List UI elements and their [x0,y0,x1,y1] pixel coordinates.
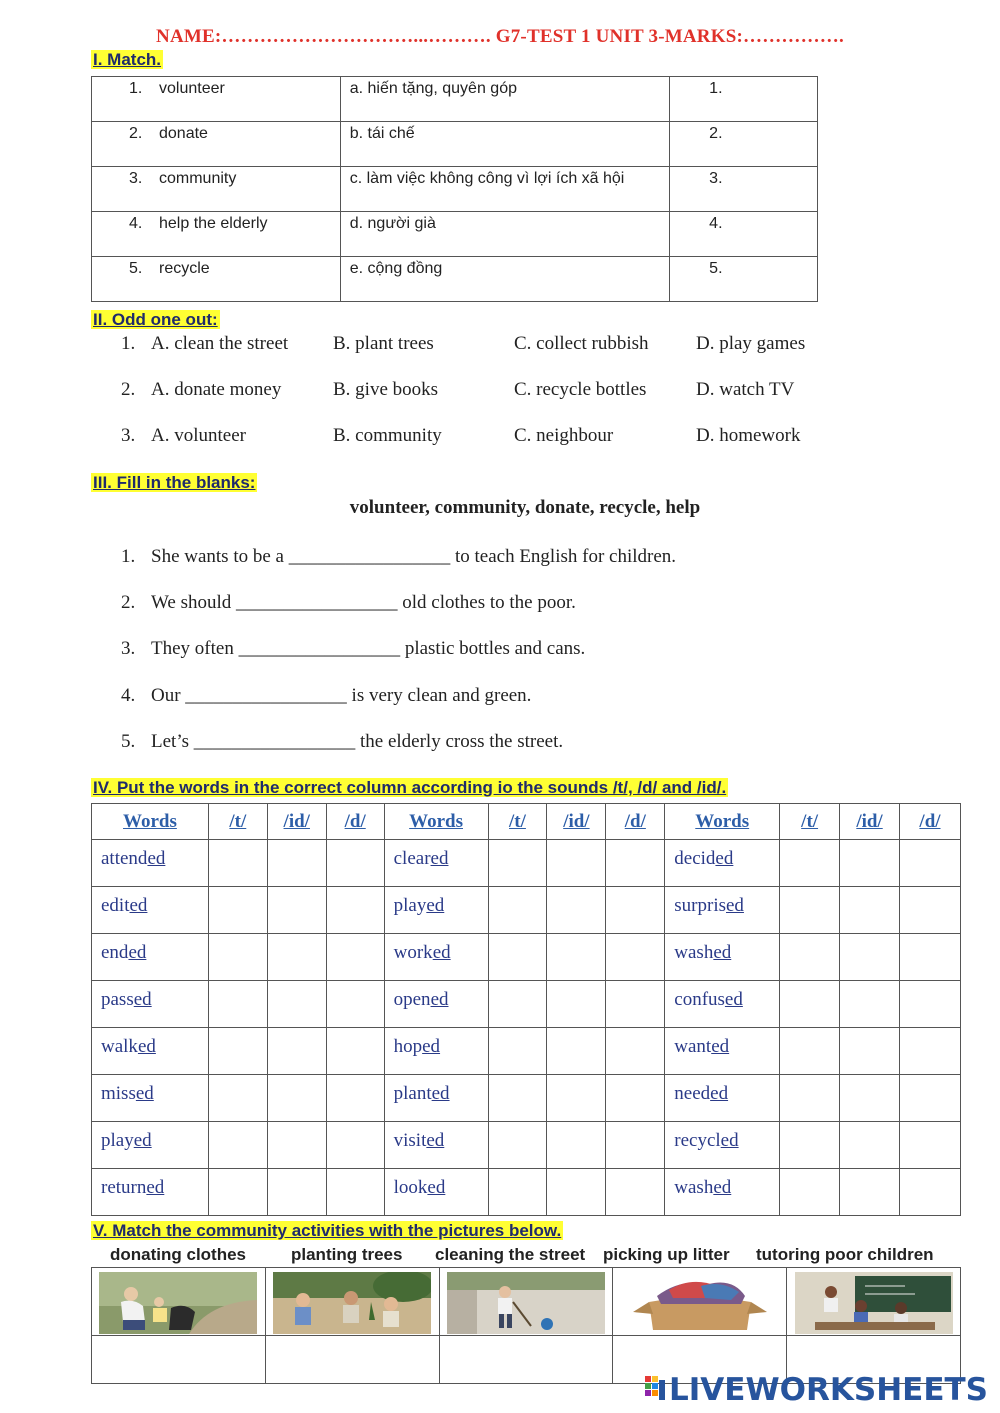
word-stem: want [674,1036,712,1057]
match-word: recycle [159,260,210,277]
word-stem: pass [101,989,134,1010]
match-row [92,122,818,167]
match-row [92,167,818,212]
sound-t-checkbox-cell[interactable] [780,1122,840,1169]
q2-option-d[interactable]: D. watch TV [696,379,795,400]
sound-row [92,887,961,934]
sound-id-checkbox-cell[interactable] [840,1075,900,1122]
col-d-3: /d/ [899,804,960,840]
sound-t-checkbox-cell[interactable] [208,1169,267,1216]
picture-cell-3 [439,1268,613,1336]
word-cell [92,1169,209,1216]
worksheet-header: NAME:…………………………...………. G7-TEST 1 UNIT 3-MARKS:……………. [156,26,844,47]
picture-cell-1 [92,1268,266,1336]
word-ending: ed [129,895,148,916]
sound-id-checkbox-cell[interactable] [267,1075,326,1122]
match-answer-cell[interactable]: 1. [670,77,818,122]
sound-row [92,1122,961,1169]
sound-d-checkbox-cell[interactable] [326,840,384,887]
sound-id-checkbox-cell[interactable] [267,1169,326,1216]
sound-row [92,1028,961,1075]
sound-t-checkbox-cell[interactable] [488,1122,547,1169]
activity-label-2: planting trees [291,1245,403,1264]
word-stem: need [674,1083,711,1104]
fill-sentence-2[interactable]: 2. We should _________________ old clothes to the poor. [121,592,576,613]
word-cell [384,887,488,934]
q3-option-a[interactable]: A. volunteer [151,425,246,446]
sound-d-checkbox-cell[interactable] [326,934,384,981]
sound-t-checkbox-cell[interactable] [488,934,547,981]
word-ending: ed [432,942,451,963]
word-ending: ed [422,1036,441,1057]
sound-d-checkbox-cell[interactable] [326,1122,384,1169]
q1-option-a[interactable]: A. clean the street [151,333,289,354]
word-cell [92,1075,209,1122]
section-5-title: V. Match the community activities with the pictures below. [93,1221,562,1240]
sound-t-checkbox-cell[interactable] [208,1028,267,1075]
sound-id-checkbox-cell[interactable] [547,1169,606,1216]
col-d-1: /d/ [326,804,384,840]
word-stem: return [101,1177,147,1198]
answer-cell-3[interactable] [439,1336,613,1384]
match-word: volunteer [159,80,225,97]
q3-option-b[interactable]: B. community [333,425,442,446]
word-ending: ed [426,1130,445,1151]
word-stem: miss [101,1083,136,1104]
sound-d-checkbox-cell[interactable] [606,934,665,981]
word-ending: ed [713,1177,732,1198]
word-ending: ed [133,1130,152,1151]
sound-d-checkbox-cell[interactable] [606,887,665,934]
activity-label-3: cleaning the street [435,1245,586,1264]
word-cell [665,1169,780,1216]
word-cell [665,840,780,887]
word-ending: ed [135,1083,154,1104]
section-3-title: III. Fill in the blanks: [93,473,256,492]
match-word-number: 4. [129,215,143,232]
word-cell [665,981,780,1028]
q2-num: 2. [121,379,136,400]
sound-id-checkbox-cell[interactable] [267,981,326,1028]
sound-d-checkbox-cell[interactable] [326,1075,384,1122]
sound-t-checkbox-cell[interactable] [780,1075,840,1122]
sound-d-checkbox-cell[interactable] [899,981,960,1028]
word-ending: ed [430,848,449,869]
q2-option-b[interactable]: B. give books [333,379,439,400]
sound-d-checkbox-cell[interactable] [899,1075,960,1122]
sound-d-checkbox-cell[interactable] [899,887,960,934]
sound-d-checkbox-cell[interactable] [899,1028,960,1075]
word-ending: ed [715,848,734,869]
sound-t-checkbox-cell[interactable] [780,840,840,887]
picture-cell-5 [787,1268,961,1336]
sound-id-checkbox-cell[interactable] [840,1028,900,1075]
picture-cell-2 [265,1268,439,1336]
sound-t-checkbox-cell[interactable] [488,981,547,1028]
sound-d-checkbox-cell[interactable] [606,1028,665,1075]
sound-t-checkbox-cell[interactable] [488,1169,547,1216]
sound-id-checkbox-cell[interactable] [267,1028,326,1075]
match-word: community [159,170,237,187]
word-stem: walk [101,1036,138,1057]
picking-litter-picture [99,1272,257,1334]
match-word: donate [159,125,208,142]
sound-id-checkbox-cell[interactable] [840,1122,900,1169]
match-table [91,76,818,302]
match-word: help the elderly [159,215,268,232]
word-cell [384,934,488,981]
fill-sentence-4[interactable]: 4. Our _________________ is very clean and green. [121,685,532,706]
word-stem: play [393,895,427,916]
sound-id-checkbox-cell[interactable] [267,887,326,934]
sound-t-checkbox-cell[interactable] [780,887,840,934]
match-meaning: d. người già [340,212,669,257]
word-stem: recycl [674,1130,721,1151]
answer-cell-2[interactable] [265,1336,439,1384]
word-ending: ed [147,848,166,869]
fill-sentence-3[interactable]: 3. They often _________________ plastic bottles and cans. [121,638,586,659]
match-answer-cell[interactable]: 2. [670,122,818,167]
word-ending: ed [427,1177,446,1198]
sound-id-checkbox-cell[interactable] [547,1075,606,1122]
word-cell [665,1028,780,1075]
word-cell [92,981,209,1028]
activity-label-1: donating clothes [110,1245,246,1264]
sounds-table [91,803,961,1216]
sound-id-checkbox-cell[interactable] [840,934,900,981]
sound-d-checkbox-cell[interactable] [326,1169,384,1216]
donating-clothes-picture [621,1272,779,1334]
word-stem: clear [393,848,431,869]
fill-sentence-5[interactable]: 5. Let’s _________________ the elderly cross the street. [121,731,564,752]
sound-t-checkbox-cell[interactable] [488,1028,547,1075]
word-stem: plant [393,1083,432,1104]
word-ending: ed [137,1036,156,1057]
activity-label-5: tutoring poor children [756,1245,934,1264]
sound-t-checkbox-cell[interactable] [780,934,840,981]
sound-id-checkbox-cell[interactable] [840,887,900,934]
match-row [92,77,818,122]
logo-mark-icon [645,1374,667,1400]
sound-t-checkbox-cell[interactable] [780,1028,840,1075]
q3-option-d[interactable]: D. homework [696,425,801,446]
col-words-2: Words [384,804,488,840]
sound-id-checkbox-cell[interactable] [840,840,900,887]
word-stem: visit [393,1130,427,1151]
col-t-1: /t/ [208,804,267,840]
word-ending: ed [426,895,445,916]
sound-t-checkbox-cell[interactable] [488,887,547,934]
col-words-1: Words [92,804,209,840]
word-bank: volunteer, community, donate, recycle, help [349,497,701,518]
match-row [92,257,818,302]
sound-id-checkbox-cell[interactable] [840,981,900,1028]
match-word-number: 2. [129,125,143,142]
sound-t-checkbox-cell[interactable] [208,887,267,934]
word-ending: ed [133,989,152,1010]
planting-trees-picture [273,1272,431,1334]
word-cell [384,1169,488,1216]
section-4-title: IV. Put the words in the correct column according io the sounds /t/, /d/ and /id/. [93,778,727,797]
word-cell [384,1075,488,1122]
sound-id-checkbox-cell[interactable] [267,934,326,981]
word-stem: work [393,942,433,963]
q2-option-c[interactable]: C. recycle bottles [514,379,647,400]
sound-d-checkbox-cell[interactable] [606,1075,665,1122]
q3-num: 3. [121,425,136,446]
logo-text: LIVEWORKSHEETS [669,1372,988,1408]
sound-t-checkbox-cell[interactable] [208,840,267,887]
word-cell [665,1122,780,1169]
tutoring-children-picture [795,1272,953,1334]
word-ending: ed [711,1036,730,1057]
word-ending: ed [724,989,743,1010]
col-d-2: /d/ [606,804,665,840]
sound-t-checkbox-cell[interactable] [488,1075,547,1122]
word-cell [92,887,209,934]
col-t-3: /t/ [780,804,840,840]
sound-id-checkbox-cell[interactable] [267,840,326,887]
word-cell [92,1122,209,1169]
answer-cell-1[interactable] [92,1336,266,1384]
match-row [92,212,818,257]
sound-d-checkbox-cell[interactable] [899,1122,960,1169]
sound-d-checkbox-cell[interactable] [606,981,665,1028]
sound-id-checkbox-cell[interactable] [547,840,606,887]
word-ending: ed [128,942,147,963]
word-cell [665,887,780,934]
word-stem: wash [674,942,714,963]
word-stem: look [393,1177,428,1198]
word-ending: ed [430,989,449,1010]
fill-sentence-1[interactable]: 1. She wants to be a _________________ to teach English for children. [121,546,677,567]
q1-num: 1. [121,333,136,354]
word-ending: ed [146,1177,165,1198]
word-cell [665,1075,780,1122]
col-id-1: /id/ [267,804,326,840]
match-word-number: 5. [129,260,143,277]
col-t-2: /t/ [488,804,547,840]
word-cell [384,1122,488,1169]
sound-t-checkbox-cell[interactable] [488,840,547,887]
sound-id-checkbox-cell[interactable] [267,1122,326,1169]
word-stem: confus [674,989,725,1010]
col-id-2: /id/ [547,804,606,840]
word-stem: edit [101,895,130,916]
sound-t-checkbox-cell[interactable] [208,934,267,981]
sound-id-checkbox-cell[interactable] [547,1122,606,1169]
match-word-cell [92,167,341,212]
match-meaning: e. cộng đồng [340,257,669,302]
sound-row [92,934,961,981]
word-stem: end [101,942,129,963]
word-stem: play [101,1130,134,1151]
sound-t-checkbox-cell[interactable] [208,1122,267,1169]
match-word-cell [92,257,341,302]
section-1-title: I. Match. [93,50,162,69]
word-ending: ed [431,1083,450,1104]
q3-option-c[interactable]: C. neighbour [514,425,614,446]
sound-t-checkbox-cell[interactable] [208,981,267,1028]
sound-d-checkbox-cell[interactable] [606,840,665,887]
match-answer-cell[interactable]: 3. [670,167,818,212]
match-word-cell [92,212,341,257]
sound-id-checkbox-cell[interactable] [840,1169,900,1216]
word-ending: ed [710,1083,729,1104]
word-stem: attend [101,848,148,869]
q1-option-b[interactable]: B. plant trees [333,333,434,354]
word-ending: ed [720,1130,739,1151]
match-word-cell [92,77,341,122]
sound-row [92,1075,961,1122]
word-stem: surpris [674,895,726,916]
sound-d-checkbox-cell[interactable] [326,1028,384,1075]
match-meaning: a. hiến tặng, quyên góp [340,77,669,122]
word-cell [92,840,209,887]
q1-option-c[interactable]: C. collect rubbish [514,333,649,354]
sound-d-checkbox-cell[interactable] [899,1169,960,1216]
sound-t-checkbox-cell[interactable] [780,981,840,1028]
match-answer-cell[interactable]: 5. [670,257,818,302]
word-cell [92,1028,209,1075]
word-cell [384,840,488,887]
sound-d-checkbox-cell[interactable] [899,840,960,887]
match-word-number: 3. [129,170,143,187]
sound-d-checkbox-cell[interactable] [606,1122,665,1169]
sound-d-checkbox-cell[interactable] [326,981,384,1028]
sound-t-checkbox-cell[interactable] [208,1075,267,1122]
word-cell [384,981,488,1028]
sound-id-checkbox-cell[interactable] [547,981,606,1028]
sound-row [92,840,961,887]
word-cell [384,1028,488,1075]
sound-id-checkbox-cell[interactable] [547,887,606,934]
section-2-title: II. Odd one out: [93,310,218,329]
q1-option-d[interactable]: D. play games [696,333,806,354]
sound-row [92,981,961,1028]
sound-d-checkbox-cell[interactable] [899,934,960,981]
sound-d-checkbox-cell[interactable] [326,887,384,934]
word-ending: ed [713,942,732,963]
cleaning-street-picture [447,1272,605,1334]
sound-id-checkbox-cell[interactable] [547,934,606,981]
picture-cell-4 [613,1268,787,1336]
match-word-number: 1. [129,80,143,97]
col-words-3: Words [665,804,780,840]
sound-t-checkbox-cell[interactable] [780,1169,840,1216]
liveworksheets-logo [645,1372,988,1408]
word-stem: open [393,989,431,1010]
sound-id-checkbox-cell[interactable] [547,1028,606,1075]
match-meaning: c. làm việc không công vì lợi ích xã hội [340,167,669,212]
sound-d-checkbox-cell[interactable] [606,1169,665,1216]
pictures-table [91,1267,961,1384]
col-id-3: /id/ [840,804,900,840]
word-cell [92,934,209,981]
match-meaning: b. tái chế [340,122,669,167]
sound-row [92,1169,961,1216]
word-ending: ed [726,895,744,916]
word-stem: decid [674,848,716,869]
activity-label-4: picking up litter [603,1245,730,1264]
q2-option-a[interactable]: A. donate money [151,379,282,400]
match-word-cell [92,122,341,167]
match-answer-cell[interactable]: 4. [670,212,818,257]
word-stem: hop [393,1036,423,1057]
word-cell [665,934,780,981]
word-stem: wash [674,1177,714,1198]
